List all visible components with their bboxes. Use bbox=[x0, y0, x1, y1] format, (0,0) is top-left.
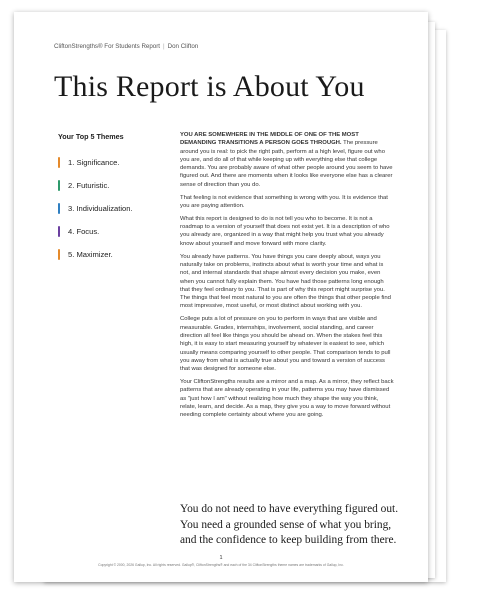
theme-label: 1. Significance. bbox=[68, 157, 120, 167]
body-paragraph: That feeling is not evidence that something is wrong with you. It is evidence that you are paying attention. bbox=[180, 194, 388, 209]
body-paragraph: Your CliftonStrengths results are a mirror and a map. As a mirror, they reflect back patterns that are already operating in your life, patterns you may have dismissed as "just how I am" without realizing how much they shape the way you think, relate, learn, and decide. As a map, they give you a way to move forward without needing complete certainty about where you are going. bbox=[180, 378, 394, 419]
theme-label: 5. Maximizer. bbox=[68, 249, 113, 259]
page-title: This Report is About You bbox=[54, 70, 365, 103]
report-body bbox=[180, 131, 394, 424]
body-paragraph: What this report is designed to do is not tell you who to become. It is not a roadmap to a version of yourself that does not exist yet. It is a description of who you already are, organized in a way that might help you trust what you already know about yourself and move forward with more clarity. bbox=[180, 215, 390, 247]
report-page bbox=[14, 12, 428, 582]
theme-color-bar bbox=[58, 157, 60, 168]
header-separator: | bbox=[163, 43, 165, 50]
top-themes-list bbox=[58, 132, 176, 271]
student-name: Don Clifton bbox=[167, 43, 199, 50]
page-number: 1 bbox=[219, 555, 223, 561]
report-name: CliftonStrengths® For Students Report bbox=[54, 43, 161, 50]
themes-heading: Your Top 5 Themes bbox=[58, 132, 124, 141]
theme-item bbox=[58, 248, 176, 260]
paragraph-text: The pressure around you is real: to pick the right path, perform at a high level, figure out who you are, and do all of that while keeping up with everything else that college demands. You are probably aware of what other people around you seem to have figured out. And there are moments when it looks like everyone else has a clearer sense of direction than you do. bbox=[180, 140, 393, 188]
theme-label: 3. Individualization. bbox=[68, 203, 133, 213]
lead-sentence: YOU ARE SOMEWHERE IN THE MIDDLE OF ONE OF THE MOST DEMANDING TRANSITIONS A PERSON GOES THROUGH. bbox=[180, 132, 359, 147]
body-paragraph: You already have patterns. You have things you care deeply about, ways you naturally take on problems, instincts about what is worth your time and what is not, and internal standards that shape almost every decision you make, even when you cannot fully explain them. You have had those patterns long enough that they feel ordinary to you. That is part of why this report might surprise you. The things that feel most natural to you are often the things that other people find most impressive, most useful, or most distinct about working with you. bbox=[180, 253, 391, 310]
theme-label: 4. Focus. bbox=[68, 226, 100, 236]
theme-item bbox=[58, 225, 176, 237]
theme-item bbox=[58, 156, 176, 168]
theme-item bbox=[58, 179, 176, 191]
body-paragraph bbox=[180, 131, 394, 189]
theme-color-bar bbox=[58, 180, 60, 191]
theme-color-bar bbox=[58, 203, 60, 214]
copyright-footer: Copyright © 2000, 2026 Gallup, Inc. All rights reserved. Gallup®, CliftonStrengths® and each of the 34 CliftonStrengths theme names are trademarks of Gallup, Inc. bbox=[98, 563, 344, 567]
theme-color-bar bbox=[58, 249, 60, 260]
theme-color-bar bbox=[58, 226, 60, 237]
report-header bbox=[54, 43, 198, 50]
pull-quote: You do not need to have everything figured out. You need a grounded sense of what you bring, and the confidence to keep building from there. bbox=[180, 503, 399, 546]
body-paragraph: College puts a lot of pressure on you to perform in ways that are visible and measurable. Grades, internships, involvement, social standing, and career direction all feel like things you should be ahead on. When the stakes feel this high, it is easy to start measuring yourself by whatever is easiest to see, which usually means comparing yourself to other people. That comparison tends to pull you away from what is actually true about you and toward a version of success that was designed for someone else. bbox=[180, 316, 391, 373]
theme-label: 2. Futuristic. bbox=[68, 180, 110, 190]
theme-item bbox=[58, 202, 176, 214]
